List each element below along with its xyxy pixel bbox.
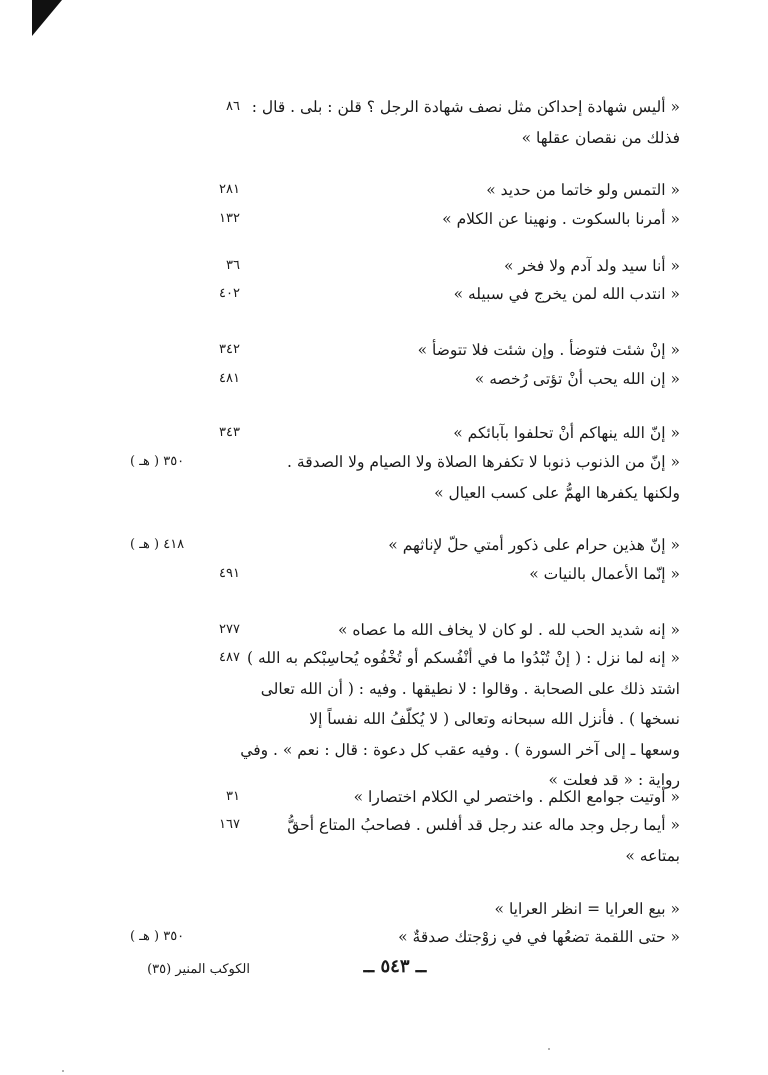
page-reference: ٤٠٢ <box>219 286 240 301</box>
page-reference: ٢٨١ <box>219 182 240 197</box>
corner-mark <box>32 0 62 36</box>
page-reference: ٤٨١ <box>219 371 240 386</box>
entry-line: « إن الله يحب أنْ تؤتى رُخصه » <box>474 370 680 388</box>
hadith-entry <box>120 894 680 925</box>
entry-line: « إنْ شئت فتوضأ . وإن شئت فلا تتوضأ » <box>417 341 680 359</box>
scan-speck <box>548 1048 550 1050</box>
page-number: ــ ٥٤٣ ــ <box>363 956 427 977</box>
entry-line: « أوتيت جوامع الكلم . واختصر لي الكلام اختصارا » <box>353 788 680 806</box>
entry-line: اشتد ذلك على الصحابة . وقالوا : لا نطيقها . وفيه : ( أن الله تعالى <box>260 679 680 698</box>
page-reference: ٤٩١ <box>219 566 240 581</box>
entry-line: « انتدب الله لمن يخرج في سبيله » <box>453 285 680 303</box>
page-reference: ٣٥٠ ( هـ ) <box>130 454 185 469</box>
page-reference: ٣٥٠ ( هـ ) <box>130 929 185 944</box>
entry-line: ولكنها يكفرها الهمُّ على كسب العيال » <box>434 483 680 502</box>
page-reference: ٣٦ <box>226 258 240 273</box>
entry-line: « إنه لما نزل : ( إنْ تُبْدُوا ما في أنْفُسكم أو تُخْفُوه يُحاسِبْكم به الله ) <box>247 649 680 667</box>
book-title-footer: الكوكب المنير (٣٥) <box>147 962 250 977</box>
page-reference: ١٦٧ <box>219 817 240 832</box>
page-reference: ٣٤٢ <box>219 342 240 357</box>
entry-line: « التمس ولو خاتما من حديد » <box>486 181 680 199</box>
entry-line: نسخها ) . فأنزل الله سبحانه وتعالى ( لا يُكلّفُ الله نفساً إلا <box>309 710 680 728</box>
entry-line: « إنّ من الذنوب ذنوبا لا تكفرها الصلاة ولا الصيام ولا الصدقة . <box>287 453 680 471</box>
entry-line: « إنّما الأعمال بالنيات » <box>529 565 680 583</box>
entry-line: « إنّ الله ينهاكم أنْ تحلفوا بآبائكم » <box>453 424 680 442</box>
entry-line: بمتاعه » <box>625 846 680 865</box>
page-reference: ٣١ <box>226 789 240 804</box>
entry-line: « أنا سيد ولد آدم ولا فخر » <box>503 257 680 275</box>
entry-line: « بيع العرايا = انظر العرايا » <box>494 900 680 918</box>
entry-line: رواية : « قد فعلت » <box>548 771 680 789</box>
page-reference: ٤١٨ ( هـ ) <box>130 537 185 552</box>
page-reference: ١٣٢ <box>219 211 240 226</box>
entry-line: « حتى اللقمة تضعُها في في زوْجتك صدقةٌ » <box>398 928 680 946</box>
entry-line: « أمرنا بالسكوت . ونهينا عن الكلام » <box>442 210 680 228</box>
scan-speck <box>62 1070 64 1072</box>
entry-line: وسعها ـ إلى آخر السورة ) . وفيه عقب كل دعوة : قال : نعم » . وفي <box>240 740 680 759</box>
entry-line: « إنّ هذين حرام على ذكور أمتي حلّ لإناثهم » <box>388 536 680 554</box>
entry-line: « إنه شديد الحب لله . لو كان لا يخاف الله ما عصاه » <box>337 621 680 639</box>
page-reference: ٣٤٣ <box>219 425 240 440</box>
entry-line: فذلك من نقصان عقلها » <box>521 128 680 147</box>
entry-line: « أليس شهادة إحداكن مثل نصف شهادة الرجل ؟ قلن : بلى . قال : <box>251 98 680 116</box>
page-reference: ٢٧٧ <box>219 622 240 637</box>
page-reference: ٨٦ <box>226 99 240 114</box>
entry-line: « أيما رجل وجد ماله عند رجل قد أفلس . فصاحبُ المتاع أحقُّ <box>287 816 680 834</box>
page-reference: ٤٨٧ <box>219 650 240 665</box>
